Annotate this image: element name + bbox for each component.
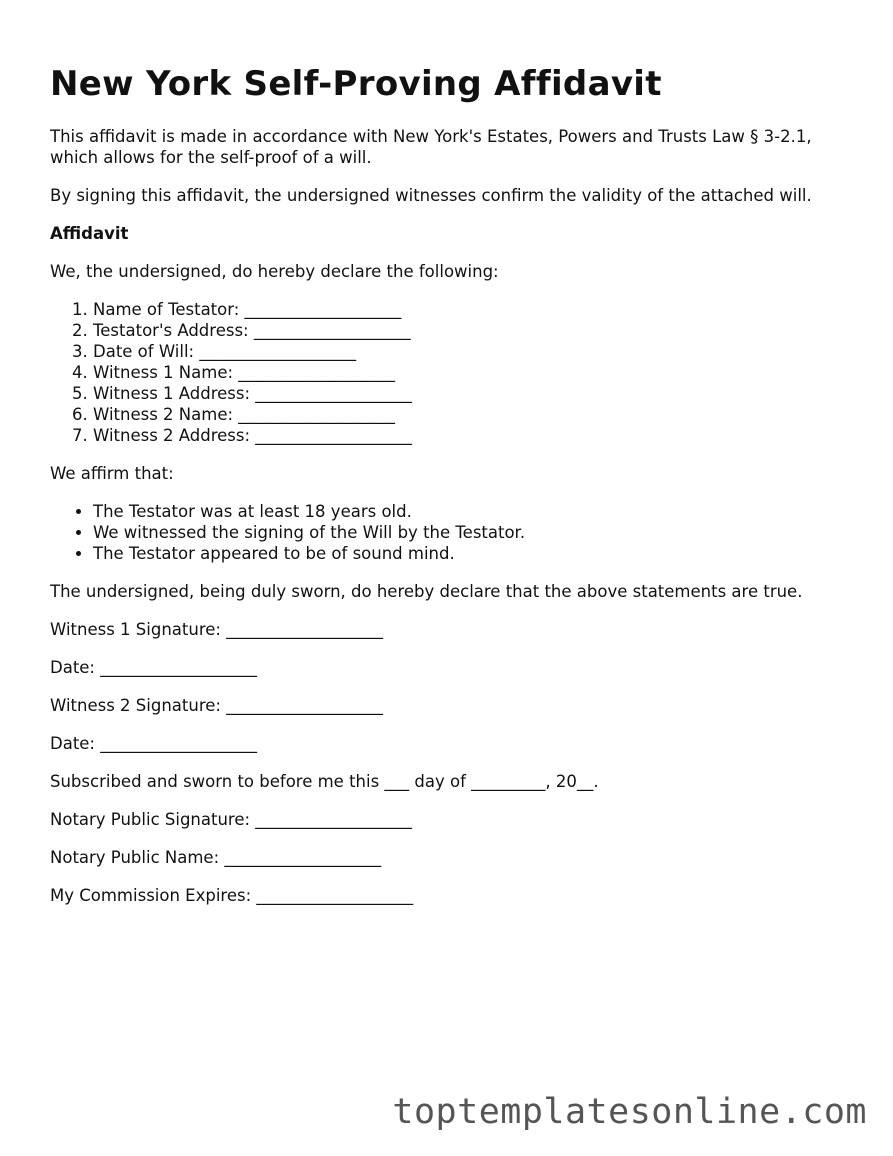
section-heading: Affidavit xyxy=(50,224,129,243)
witness-2-date-line: Date: ___________________ xyxy=(50,734,257,753)
field-witness-2-name: 6. Witness 2 Name: ___________________ xyxy=(93,404,840,425)
field-witness-1-address: 5. Witness 1 Address: ___________________ xyxy=(93,383,840,404)
fields-list xyxy=(50,299,840,446)
witness-1-signature-line: Witness 1 Signature: ___________________ xyxy=(50,620,383,639)
witness-1-date-line: Date: ___________________ xyxy=(50,658,257,677)
field-date-of-will: 3. Date of Will: ___________________ xyxy=(93,341,840,362)
affirm-intro: We affirm that: xyxy=(50,464,174,483)
document-page xyxy=(50,0,840,906)
field-testator-address: 2. Testator's Address: ___________________ xyxy=(93,320,840,341)
declaration-text: We, the undersigned, do hereby declare the following: xyxy=(50,262,499,281)
affirmation-witnessed: • We witnessed the signing of the Will by the Testator. xyxy=(93,522,840,543)
witness-2-signature-line: Witness 2 Signature: ___________________ xyxy=(50,696,383,715)
sworn-statement-line: Subscribed and sworn to before me this ___ day of _________, 20__. xyxy=(50,772,599,791)
closing-statement: The undersigned, being duly sworn, do hereby declare that the above statements are true. xyxy=(50,582,803,601)
commission-expires-line: My Commission Expires: ___________________ xyxy=(50,886,414,905)
intro-paragraph-2: By signing this affidavit, the undersigned witnesses confirm the validity of the attached will. xyxy=(50,186,812,205)
notary-name-line: Notary Public Name: ___________________ xyxy=(50,848,382,867)
affirmation-age: • The Testator was at least 18 years old. xyxy=(93,501,840,522)
site-watermark: toptemplatesonline.com xyxy=(392,1092,867,1132)
affirmations-list xyxy=(50,501,840,564)
page-title: New York Self-Proving Affidavit xyxy=(50,64,662,104)
affirmation-sound-mind: • The Testator appeared to be of sound mind. xyxy=(93,543,840,564)
intro-paragraph-1: This affidavit is made in accordance with New York's Estates, Powers and Trusts Law § 3-2.1, which allows for the self-proof of a will. xyxy=(50,127,812,167)
field-witness-1-name: 4. Witness 1 Name: ___________________ xyxy=(93,362,840,383)
field-name-of-testator: 1. Name of Testator: ___________________ xyxy=(93,299,840,320)
field-witness-2-address: 7. Witness 2 Address: ___________________ xyxy=(93,425,840,446)
notary-signature-line: Notary Public Signature: ___________________ xyxy=(50,810,413,829)
